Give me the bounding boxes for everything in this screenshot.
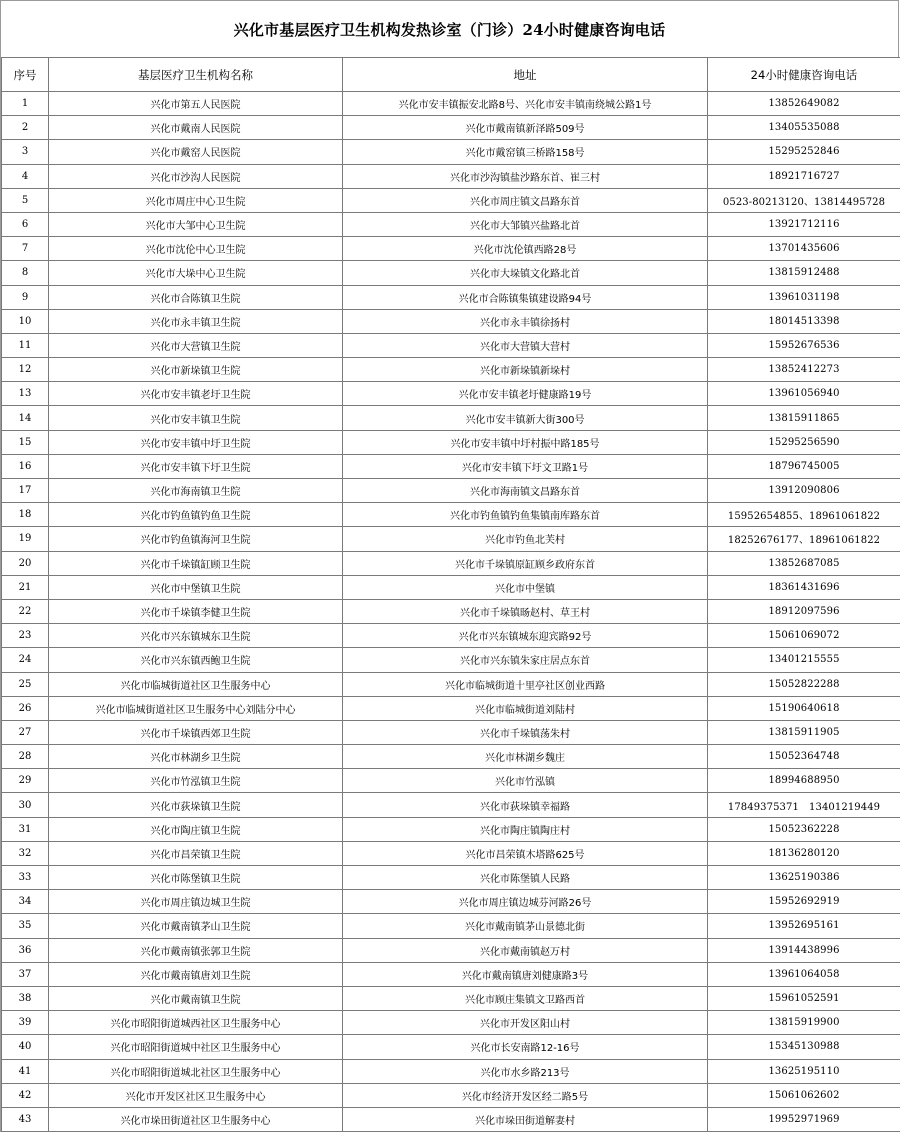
institution-name-cell[interactable]: 兴化市安丰镇下圩卫生院 [49, 454, 343, 478]
address-cell[interactable]: 兴化市安丰镇中圩村振中路185号 [343, 430, 708, 454]
address-cell[interactable]: 兴化市顾庄集镇文卫路西首 [343, 986, 708, 1010]
row-number-cell[interactable]: 14 [2, 406, 49, 430]
phone-cell[interactable]: 15052822288 [708, 672, 900, 696]
address-cell[interactable]: 兴化市戴南镇新泽路509号 [343, 116, 708, 140]
row-number-cell[interactable]: 9 [2, 285, 49, 309]
header-no[interactable]: 序号 [2, 58, 49, 92]
phone-cell[interactable]: 15295252846 [708, 140, 900, 164]
table-row [2, 1059, 900, 1083]
phone-cell[interactable]: 18994688950 [708, 769, 900, 793]
institution-name-cell[interactable]: 兴化市周庄中心卫生院 [49, 188, 343, 212]
row-number-cell[interactable]: 31 [2, 817, 49, 841]
institution-name-cell[interactable]: 兴化市钓鱼镇钓鱼卫生院 [49, 503, 343, 527]
phone-cell[interactable]: 13852649082 [708, 92, 900, 116]
row-number-cell[interactable]: 43 [2, 1107, 49, 1131]
institution-name-cell[interactable]: 兴化市昭阳街道城中社区卫生服务中心 [49, 1035, 343, 1059]
phone-cell[interactable]: 13921712116 [708, 212, 900, 236]
phone-cell[interactable]: 13815911905 [708, 720, 900, 744]
row-number-cell[interactable]: 11 [2, 333, 49, 357]
header-name[interactable]: 基层医疗卫生机构名称 [49, 58, 343, 92]
table-row [2, 382, 900, 406]
address-cell[interactable]: 兴化市林湖乡魏庄 [343, 745, 708, 769]
sheet-title: 兴化市基层医疗卫生机构发热诊室（门诊）24小时健康咨询电话 [1, 1, 899, 57]
row-number-cell[interactable]: 8 [2, 261, 49, 285]
institution-name-cell[interactable]: 兴化市昌荣镇卫生院 [49, 841, 343, 865]
institution-name-cell[interactable]: 兴化市千垛镇西郊卫生院 [49, 720, 343, 744]
address-cell[interactable]: 兴化市戴南镇赵万村 [343, 938, 708, 962]
phone-cell[interactable]: 13914438996 [708, 938, 900, 962]
table-row [2, 116, 900, 140]
table-row [2, 890, 900, 914]
address-cell[interactable]: 兴化市千垛镇旸赵村、草王村 [343, 599, 708, 623]
table-row [2, 285, 900, 309]
phone-cell[interactable]: 13701435606 [708, 237, 900, 261]
address-cell[interactable]: 兴化市千垛镇荡朱村 [343, 720, 708, 744]
row-number-cell[interactable]: 20 [2, 551, 49, 575]
institution-name-cell[interactable]: 兴化市陈堡镇卫生院 [49, 866, 343, 890]
institution-name-cell[interactable]: 兴化市昭阳街道城西社区卫生服务中心 [49, 1011, 343, 1035]
phone-cell[interactable]: 15295256590 [708, 430, 900, 454]
phone-cell[interactable]: 15052364748 [708, 745, 900, 769]
address-cell[interactable]: 兴化市开发区阳山村 [343, 1011, 708, 1035]
institution-name-cell[interactable]: 兴化市周庄镇边城卫生院 [49, 890, 343, 914]
institution-name-cell[interactable]: 兴化市戴南镇茅山卫生院 [49, 914, 343, 938]
institution-name-cell[interactable]: 兴化市大营镇卫生院 [49, 333, 343, 357]
institution-name-cell[interactable]: 兴化市兴东镇城东卫生院 [49, 624, 343, 648]
address-cell[interactable]: 兴化市永丰镇徐扬村 [343, 309, 708, 333]
phone-cell[interactable]: 15061062602 [708, 1083, 900, 1107]
phone-cell[interactable]: 15061069072 [708, 624, 900, 648]
table-row [2, 866, 900, 890]
phone-cell[interactable]: 18921716727 [708, 164, 900, 188]
address-cell[interactable]: 兴化市陈堡镇人民路 [343, 866, 708, 890]
phone-cell[interactable]: 15190640618 [708, 696, 900, 720]
table-row [2, 188, 900, 212]
table-row [2, 1035, 900, 1059]
address-cell[interactable]: 兴化市长安南路12-16号 [343, 1035, 708, 1059]
table-row [2, 672, 900, 696]
table-row [2, 914, 900, 938]
row-number-cell[interactable]: 35 [2, 914, 49, 938]
table-row [2, 938, 900, 962]
table-row [2, 333, 900, 357]
institution-name-cell[interactable]: 兴化市临城街道社区卫生服务中心刘陆分中心 [49, 696, 343, 720]
institution-name-cell[interactable]: 兴化市永丰镇卫生院 [49, 309, 343, 333]
table-row [2, 1083, 900, 1107]
address-cell[interactable]: 兴化市经济开发区经二路5号 [343, 1083, 708, 1107]
phone-cell[interactable]: 18361431696 [708, 575, 900, 599]
table-row [2, 430, 900, 454]
institution-name-cell[interactable]: 兴化市合陈镇卫生院 [49, 285, 343, 309]
address-cell[interactable]: 兴化市兴东镇城东迎宾路92号 [343, 624, 708, 648]
address-cell[interactable]: 兴化市新垛镇新垛村 [343, 358, 708, 382]
address-cell[interactable]: 兴化市大营镇大营村 [343, 333, 708, 357]
row-number-cell[interactable]: 15 [2, 430, 49, 454]
table-row [2, 503, 900, 527]
address-cell[interactable]: 兴化市安丰镇新大街300号 [343, 406, 708, 430]
address-cell[interactable]: 兴化市海南镇文昌路东首 [343, 479, 708, 503]
row-number-cell[interactable]: 22 [2, 599, 49, 623]
address-cell[interactable]: 兴化市钓鱼镇钓鱼集镇南库路东首 [343, 503, 708, 527]
phone-cell[interactable]: 13815911865 [708, 406, 900, 430]
table-row [2, 1107, 900, 1131]
address-cell[interactable]: 兴化市昌荣镇木塔路625号 [343, 841, 708, 865]
table-row [2, 624, 900, 648]
row-number-cell[interactable]: 10 [2, 309, 49, 333]
clinic-table [1, 57, 900, 1132]
address-cell[interactable]: 兴化市大垛镇文化路北首 [343, 261, 708, 285]
row-number-cell[interactable]: 42 [2, 1083, 49, 1107]
institution-name-cell[interactable]: 兴化市戴南镇唐刘卫生院 [49, 962, 343, 986]
row-number-cell[interactable]: 4 [2, 164, 49, 188]
table-row [2, 817, 900, 841]
table-row [2, 479, 900, 503]
address-cell[interactable]: 兴化市周庄镇文昌路东首 [343, 188, 708, 212]
phone-cell[interactable]: 15345130988 [708, 1035, 900, 1059]
institution-name-cell[interactable]: 兴化市戴南镇卫生院 [49, 986, 343, 1010]
row-number-cell[interactable]: 39 [2, 1011, 49, 1035]
phone-cell[interactable]: 13852687085 [708, 551, 900, 575]
table-row [2, 406, 900, 430]
institution-name-cell[interactable]: 兴化市沈伦中心卫生院 [49, 237, 343, 261]
institution-name-cell[interactable]: 兴化市垛田街道社区卫生服务中心 [49, 1107, 343, 1131]
phone-cell[interactable]: 18796745005 [708, 454, 900, 478]
phone-cell[interactable]: 13625190386 [708, 866, 900, 890]
institution-name-cell[interactable]: 兴化市戴窑人民医院 [49, 140, 343, 164]
table-row [2, 358, 900, 382]
table-row [2, 237, 900, 261]
institution-name-cell[interactable]: 兴化市大邹中心卫生院 [49, 212, 343, 236]
address-cell[interactable]: 兴化市钓鱼北芙村 [343, 527, 708, 551]
address-cell[interactable]: 兴化市中堡镇 [343, 575, 708, 599]
table-row [2, 720, 900, 744]
address-cell[interactable]: 兴化市荻垛镇幸福路 [343, 793, 708, 817]
institution-name-cell[interactable]: 兴化市陶庄镇卫生院 [49, 817, 343, 841]
phone-cell[interactable]: 15052362228 [708, 817, 900, 841]
address-cell[interactable]: 兴化市兴东镇朱家庄居点东首 [343, 648, 708, 672]
institution-name-cell[interactable]: 兴化市昭阳街道城北社区卫生服务中心 [49, 1059, 343, 1083]
address-cell[interactable]: 兴化市沈伦镇西路28号 [343, 237, 708, 261]
institution-name-cell[interactable]: 兴化市千垛镇缸顾卫生院 [49, 551, 343, 575]
row-number-cell[interactable]: 13 [2, 382, 49, 406]
phone-cell[interactable]: 13815912488 [708, 261, 900, 285]
row-number-cell[interactable]: 36 [2, 938, 49, 962]
row-number-cell[interactable]: 5 [2, 188, 49, 212]
table-row [2, 212, 900, 236]
phone-cell[interactable]: 18014513398 [708, 309, 900, 333]
institution-name-cell[interactable]: 兴化市新垛镇卫生院 [49, 358, 343, 382]
row-number-cell[interactable]: 2 [2, 116, 49, 140]
header-address[interactable]: 地址 [343, 58, 708, 92]
phone-cell[interactable]: 17849375371 13401219449 [708, 793, 900, 817]
phone-cell[interactable]: 18912097596 [708, 599, 900, 623]
row-number-cell[interactable]: 30 [2, 793, 49, 817]
table-body [2, 92, 900, 1132]
institution-name-cell[interactable]: 兴化市兴东镇西鲍卫生院 [49, 648, 343, 672]
table-row [2, 793, 900, 817]
phone-cell[interactable]: 13961056940 [708, 382, 900, 406]
address-cell[interactable]: 兴化市水乡路213号 [343, 1059, 708, 1083]
institution-name-cell[interactable]: 兴化市开发区社区卫生服务中心 [49, 1083, 343, 1107]
table-row [2, 1011, 900, 1035]
table-row [2, 599, 900, 623]
row-number-cell[interactable]: 18 [2, 503, 49, 527]
institution-name-cell[interactable]: 兴化市戴南镇张郭卫生院 [49, 938, 343, 962]
row-number-cell[interactable]: 3 [2, 140, 49, 164]
header-row [2, 58, 900, 92]
row-number-cell[interactable]: 28 [2, 745, 49, 769]
address-cell[interactable]: 兴化市安丰镇老圩健康路19号 [343, 382, 708, 406]
row-number-cell[interactable]: 38 [2, 986, 49, 1010]
row-number-cell[interactable]: 23 [2, 624, 49, 648]
institution-name-cell[interactable]: 兴化市中堡镇卫生院 [49, 575, 343, 599]
table-row [2, 986, 900, 1010]
address-cell[interactable]: 兴化市竹泓镇 [343, 769, 708, 793]
address-cell[interactable]: 兴化市千垛镇原缸顾乡政府东首 [343, 551, 708, 575]
institution-name-cell[interactable]: 兴化市千垛镇李健卫生院 [49, 599, 343, 623]
phone-cell[interactable]: 19952971969 [708, 1107, 900, 1131]
table-row [2, 454, 900, 478]
phone-cell[interactable]: 15952692919 [708, 890, 900, 914]
institution-name-cell[interactable]: 兴化市第五人民医院 [49, 92, 343, 116]
table-row [2, 769, 900, 793]
address-cell[interactable]: 兴化市戴窑镇三桥路158号 [343, 140, 708, 164]
institution-name-cell[interactable]: 兴化市安丰镇老圩卫生院 [49, 382, 343, 406]
phone-cell[interactable]: 13625195110 [708, 1059, 900, 1083]
phone-cell[interactable]: 15952676536 [708, 333, 900, 357]
address-cell[interactable]: 兴化市陶庄镇陶庄村 [343, 817, 708, 841]
table-row [2, 551, 900, 575]
table-row [2, 962, 900, 986]
institution-name-cell[interactable]: 兴化市临城街道社区卫生服务中心 [49, 672, 343, 696]
row-number-cell[interactable]: 33 [2, 866, 49, 890]
table-row [2, 745, 900, 769]
phone-cell[interactable]: 13405535088 [708, 116, 900, 140]
row-number-cell[interactable]: 40 [2, 1035, 49, 1059]
row-number-cell[interactable]: 16 [2, 454, 49, 478]
row-number-cell[interactable]: 19 [2, 527, 49, 551]
institution-name-cell[interactable]: 兴化市林湖乡卫生院 [49, 745, 343, 769]
address-cell[interactable]: 兴化市合陈镇集镇建设路94号 [343, 285, 708, 309]
institution-name-cell[interactable]: 兴化市戴南人民医院 [49, 116, 343, 140]
phone-cell[interactable]: 0523-80213120、13814495728 [708, 188, 900, 212]
row-number-cell[interactable]: 25 [2, 672, 49, 696]
institution-name-cell[interactable]: 兴化市海南镇卫生院 [49, 479, 343, 503]
address-cell[interactable]: 兴化市沙沟镇盐沙路东首、崔三村 [343, 164, 708, 188]
phone-cell[interactable]: 13912090806 [708, 479, 900, 503]
address-cell[interactable]: 兴化市戴南镇唐刘健康路3号 [343, 962, 708, 986]
phone-cell[interactable]: 15961052591 [708, 986, 900, 1010]
table-row [2, 696, 900, 720]
phone-cell[interactable]: 13961031198 [708, 285, 900, 309]
row-number-cell[interactable]: 24 [2, 648, 49, 672]
table-row [2, 140, 900, 164]
address-cell[interactable]: 兴化市安丰镇下圩文卫路1号 [343, 454, 708, 478]
institution-name-cell[interactable]: 兴化市安丰镇卫生院 [49, 406, 343, 430]
address-cell[interactable]: 兴化市戴南镇茅山景德北街 [343, 914, 708, 938]
table-row [2, 164, 900, 188]
institution-name-cell[interactable]: 兴化市安丰镇中圩卫生院 [49, 430, 343, 454]
table-row [2, 841, 900, 865]
phone-cell[interactable]: 13952695161 [708, 914, 900, 938]
table-row [2, 92, 900, 116]
row-number-cell[interactable]: 37 [2, 962, 49, 986]
row-number-cell[interactable]: 12 [2, 358, 49, 382]
address-cell[interactable]: 兴化市大邹镇兴盐路北首 [343, 212, 708, 236]
row-number-cell[interactable]: 34 [2, 890, 49, 914]
phone-cell[interactable]: 18136280120 [708, 841, 900, 865]
table-row [2, 575, 900, 599]
row-number-cell[interactable]: 6 [2, 212, 49, 236]
row-number-cell[interactable]: 27 [2, 720, 49, 744]
phone-cell[interactable]: 15952654855、18961061822 [708, 503, 900, 527]
phone-cell[interactable]: 18252676177、18961061822 [708, 527, 900, 551]
address-cell[interactable]: 兴化市周庄镇边城芬河路26号 [343, 890, 708, 914]
institution-name-cell[interactable]: 兴化市沙沟人民医院 [49, 164, 343, 188]
table-row [2, 527, 900, 551]
institution-name-cell[interactable]: 兴化市大垛中心卫生院 [49, 261, 343, 285]
institution-name-cell[interactable]: 兴化市钓鱼镇海河卫生院 [49, 527, 343, 551]
institution-name-cell[interactable]: 兴化市荻垛镇卫生院 [49, 793, 343, 817]
table-row [2, 648, 900, 672]
row-number-cell[interactable]: 17 [2, 479, 49, 503]
address-cell[interactable]: 兴化市安丰镇振安北路8号、兴化市安丰镇南绕城公路1号 [343, 92, 708, 116]
address-cell[interactable]: 兴化市临城街道十里亭社区创业西路 [343, 672, 708, 696]
row-number-cell[interactable]: 41 [2, 1059, 49, 1083]
address-cell[interactable]: 兴化市临城街道刘陆村 [343, 696, 708, 720]
row-number-cell[interactable]: 26 [2, 696, 49, 720]
row-number-cell[interactable]: 32 [2, 841, 49, 865]
institution-name-cell[interactable]: 兴化市竹泓镇卫生院 [49, 769, 343, 793]
header-phone[interactable]: 24小时健康咨询电话 [708, 58, 900, 92]
row-number-cell[interactable]: 29 [2, 769, 49, 793]
row-number-cell[interactable]: 21 [2, 575, 49, 599]
phone-cell[interactable]: 13961064058 [708, 962, 900, 986]
table-row [2, 261, 900, 285]
phone-cell[interactable]: 13401215555 [708, 648, 900, 672]
row-number-cell[interactable]: 1 [2, 92, 49, 116]
table-row [2, 309, 900, 333]
phone-cell[interactable]: 13852412273 [708, 358, 900, 382]
address-cell[interactable]: 兴化市垛田街道解妻村 [343, 1107, 708, 1131]
phone-cell[interactable]: 13815919900 [708, 1011, 900, 1035]
row-number-cell[interactable]: 7 [2, 237, 49, 261]
